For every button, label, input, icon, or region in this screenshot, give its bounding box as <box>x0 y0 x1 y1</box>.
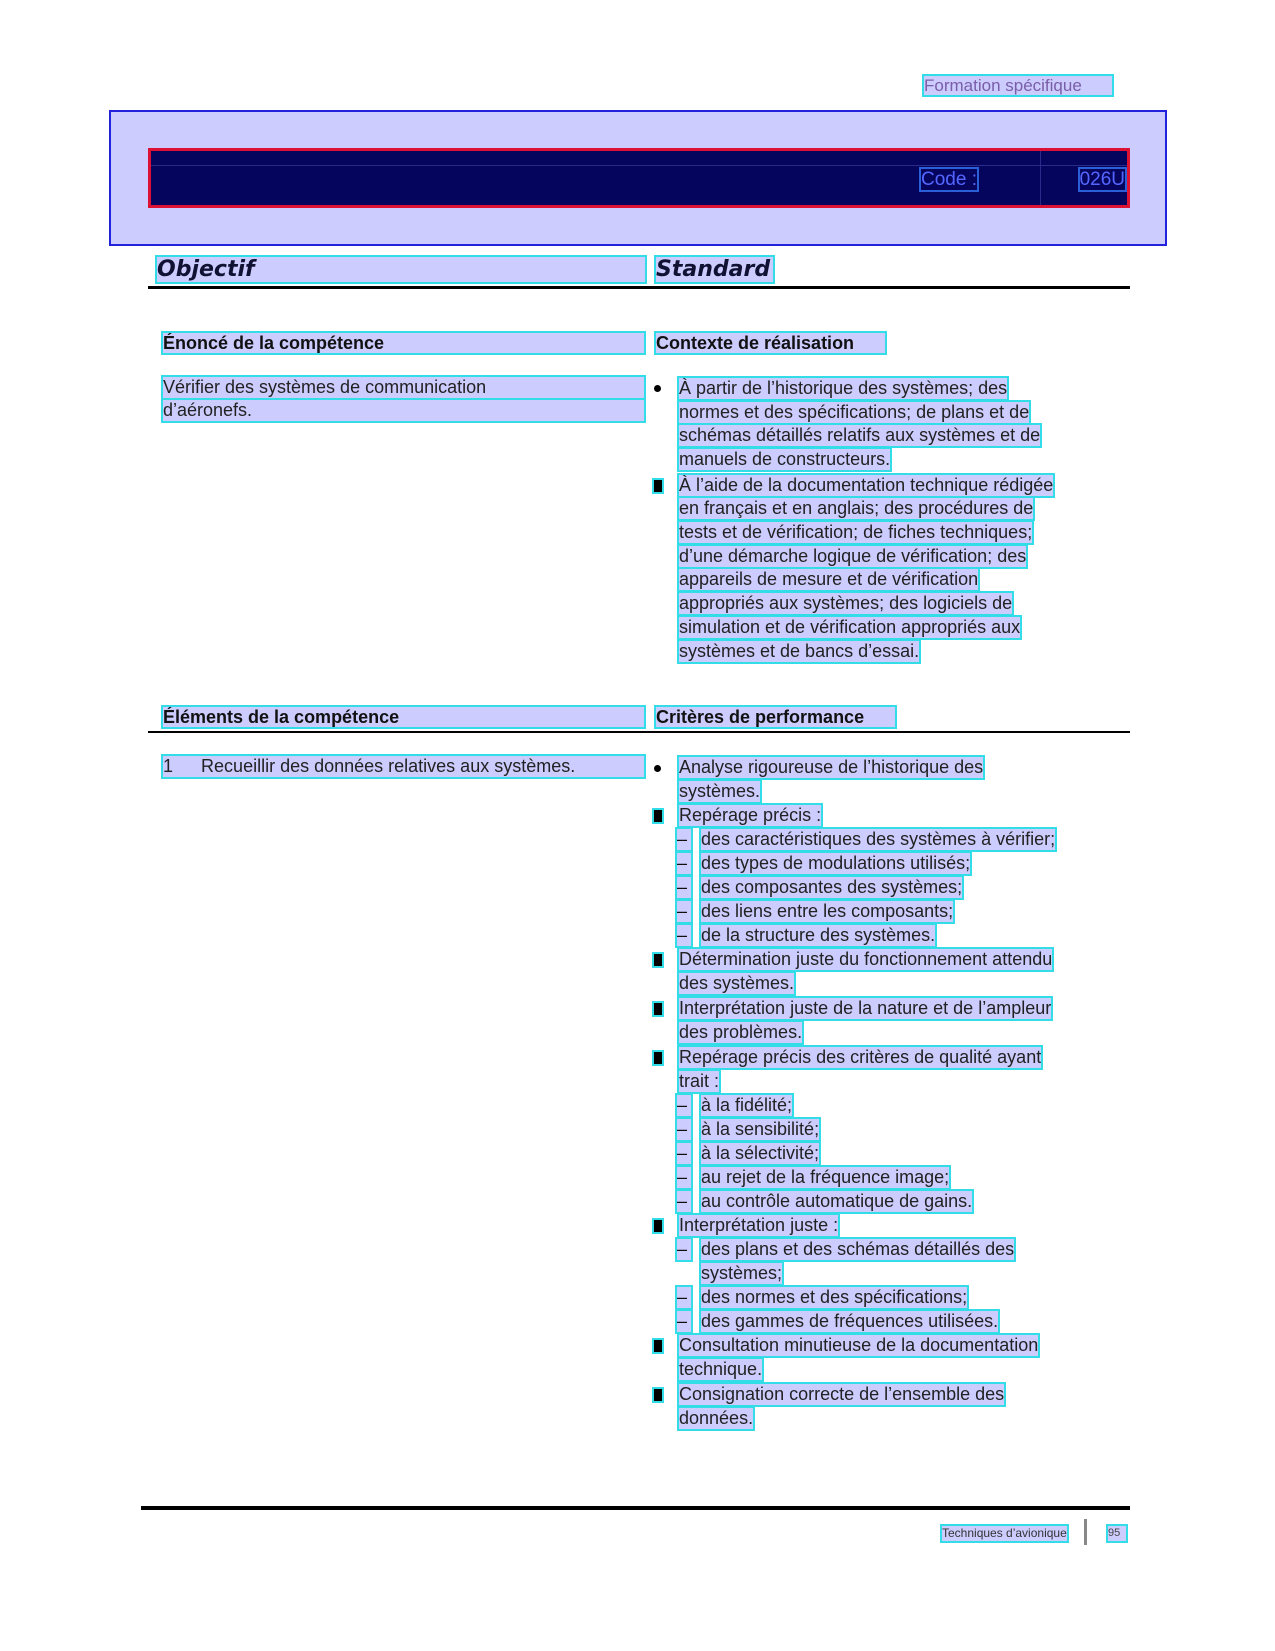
header-program-type: Formation spécifique <box>924 76 1112 95</box>
criteria-line: Détermination juste du fonctionnement attendu <box>679 949 1053 969</box>
dash-icon: – <box>677 853 691 874</box>
footer-program: Techniques d’avionique <box>942 1526 1067 1540</box>
criteria-subline: des gammes de fréquences utilisées. <box>701 1311 999 1331</box>
criteria-subline: des caractéristiques des systèmes à vérifier; <box>701 829 1056 849</box>
elements-heading: Éléments de la compétence <box>163 707 644 727</box>
bullet-icon <box>654 765 661 772</box>
dash-icon: – <box>677 1287 691 1308</box>
bullet-icon <box>654 810 662 822</box>
criteria-line: des systèmes. <box>679 973 795 993</box>
dash-icon: – <box>677 1143 691 1164</box>
column-title-objective: Objectif <box>157 257 645 282</box>
context-line: appareils de mesure et de vérification <box>679 569 979 589</box>
context-line: d’une démarche logique de vérification; des <box>679 546 1027 566</box>
context-line: schémas détaillés relatifs aux systèmes et de <box>679 425 1041 445</box>
context-line: en français et en anglais; des procédures de <box>679 498 1034 518</box>
page-number: 95 <box>1108 1526 1126 1541</box>
statement-line: Vérifier des systèmes de communication <box>163 377 644 398</box>
bullet-icon <box>654 480 662 492</box>
bullet-icon <box>654 385 661 392</box>
criteria-subline: à la sensibilité; <box>701 1119 820 1139</box>
code-label: Code : <box>921 169 977 190</box>
criteria-subline: au rejet de la fréquence image; <box>701 1167 950 1187</box>
criteria-line: Consultation minutieuse de la documentation <box>679 1335 1039 1355</box>
context-line: tests et de vérification; de fiches techniques; <box>679 522 1033 542</box>
dash-icon: – <box>677 877 691 898</box>
criteria-subline: à la fidélité; <box>701 1095 793 1115</box>
context-line: manuels de constructeurs. <box>679 449 891 469</box>
competency-code-band <box>148 148 1130 208</box>
criteria-heading: Critères de performance <box>656 707 895 727</box>
footer-separator <box>1084 1519 1087 1545</box>
statement-line: d’aéronefs. <box>163 400 644 421</box>
context-line: normes et des spécifications; de plans et de <box>679 402 1030 422</box>
dash-icon: – <box>677 829 691 850</box>
context-line: À partir de l’historique des systèmes; des <box>679 378 1008 398</box>
criteria-line: trait : <box>679 1071 720 1091</box>
context-heading: Contexte de réalisation <box>656 333 885 353</box>
criteria-rule <box>148 731 1130 733</box>
bullet-icon <box>654 1003 662 1015</box>
criteria-line: Consignation correcte de l’ensemble des <box>679 1384 1005 1404</box>
criteria-line: technique. <box>679 1359 763 1379</box>
bullet-icon <box>654 1340 662 1352</box>
criteria-line: données. <box>679 1408 754 1428</box>
criteria-line: Interprétation juste : <box>679 1215 839 1235</box>
criteria-subline: systèmes; <box>701 1263 783 1283</box>
bullet-icon <box>654 1052 662 1064</box>
dash-icon: – <box>677 1239 691 1260</box>
criteria-subline: des plans et des schémas détaillés des <box>701 1239 1015 1259</box>
dash-icon: – <box>677 1191 691 1212</box>
element-text: Recueillir des données relatives aux systèmes. <box>201 756 576 776</box>
context-line: systèmes et de bancs d’essai. <box>679 641 920 661</box>
criteria-subline: de la structure des systèmes. <box>701 925 936 945</box>
bullet-icon <box>654 1220 662 1232</box>
element-number: 1 <box>163 756 174 776</box>
criteria-line: Repérage précis : <box>679 805 822 825</box>
context-line: simulation et de vérification appropriés aux <box>679 617 1021 637</box>
criteria-subline: au contrôle automatique de gains. <box>701 1191 973 1211</box>
footer-rule <box>141 1506 1130 1510</box>
context-line: appropriés aux systèmes; des logiciels de <box>679 593 1013 613</box>
dash-icon: – <box>677 925 691 946</box>
criteria-subline: des composantes des systèmes; <box>701 877 963 897</box>
element-item <box>163 756 644 777</box>
dash-icon: – <box>677 1119 691 1140</box>
bullet-icon <box>654 1389 662 1401</box>
bullet-icon <box>654 954 662 966</box>
dash-icon: – <box>677 1311 691 1332</box>
criteria-subline: des liens entre les composants; <box>701 901 954 921</box>
criteria-subline: des normes et des spécifications; <box>701 1287 968 1307</box>
context-line: À l’aide de la documentation technique rédigée <box>679 475 1054 495</box>
dash-icon: – <box>677 901 691 922</box>
dash-icon: – <box>677 1167 691 1188</box>
criteria-line: des problèmes. <box>679 1022 803 1042</box>
dash-icon: – <box>677 1095 691 1116</box>
code-value: 026U <box>1079 169 1125 190</box>
criteria-line: Analyse rigoureuse de l’historique des <box>679 757 984 777</box>
criteria-line: Interprétation juste de la nature et de l’ampleur <box>679 998 1052 1018</box>
statement-heading: Énoncé de la compétence <box>163 333 644 353</box>
criteria-line: systèmes. <box>679 781 761 801</box>
column-title-standard: Standard <box>656 257 773 282</box>
criteria-subline: à la sélectivité; <box>701 1143 820 1163</box>
title-rule <box>148 286 1130 289</box>
criteria-line: Repérage précis des critères de qualité ayant <box>679 1047 1042 1067</box>
criteria-subline: des types de modulations utilisés; <box>701 853 971 873</box>
